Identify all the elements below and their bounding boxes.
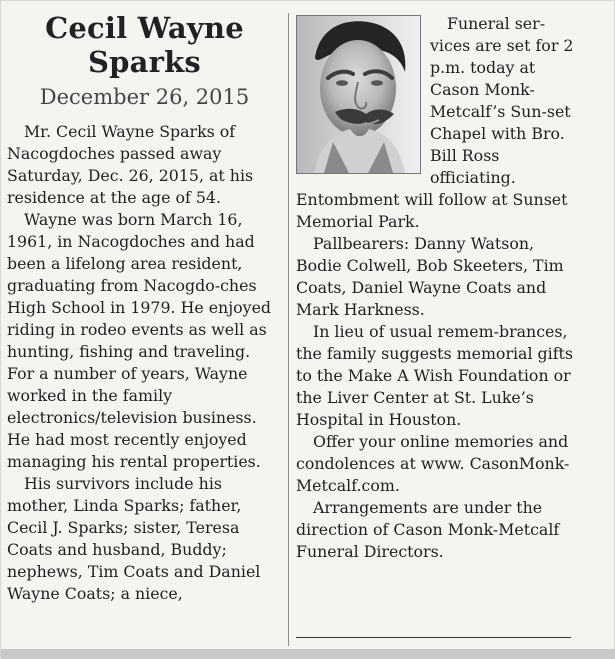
obituary-paragraph-3: His survivors include his mother, Linda Sparks; father, Cecil J. Sparks; sister, Teresa Coats and husband, Buddy; nephews, Tim Coats and Daniel Wayne Coats; a niece, [7, 474, 261, 603]
column-divider [288, 13, 289, 646]
obituary-left-text [7, 121, 282, 605]
obituary-paragraph-1: Mr. Cecil Wayne Sparks of Nacogdoches passed away Saturday, Dec. 26, 2015, at his residence at the age of 54. [7, 122, 254, 207]
bottom-divider [296, 637, 571, 638]
obituary-paragraph-7: Offer your online memories and condolences at www. CasonMonk-Metcalf.com. [296, 432, 570, 495]
portrait-photo-icon [296, 15, 421, 174]
obituary-paragraph-8: Arrangements are under the direction of Cason Monk-Metcalf Funeral Directors. [296, 498, 560, 561]
left-column [7, 11, 282, 605]
obituary-paragraph-4: Funeral ser-vices are set for 2 p.m. today at Cason Monk-Metcalf’s Sun-set Chapel with Bro. Bill Ross officiating. Entombment will follow at Sunset Memorial Park. [296, 14, 574, 231]
obituary-paragraph-5: Pallbearers: Danny Watson, Bodie Colwell, Bob Skeeters, Tim Coats, Daniel Wayne Coats and Mark Harkness. [296, 234, 564, 319]
right-column [296, 13, 581, 563]
obituary-paragraph-6: In lieu of usual remem-brances, the family suggests memorial gifts to the Make A Wish Foundation or the Liver Center at St. Luke’s Hospital in Houston. [296, 322, 574, 429]
obituary-name-line-1: Cecil Wayne [45, 11, 244, 45]
obituary-name-line-2: Sparks [88, 45, 201, 79]
obituary-paragraph-2: Wayne was born March 16, 1961, in Nacogdoches and had been a lifelong area resident, graduating from Nacogdo-ches High School in 1979. He enjoyed riding in rodeo events as well as hunting, fishing and traveling. For a number of years, Wayne worked in the family electronics/television business. He had most recently enjoyed managing his rental properties. [7, 210, 272, 471]
obituary-date: December 26, 2015 [39, 85, 250, 109]
